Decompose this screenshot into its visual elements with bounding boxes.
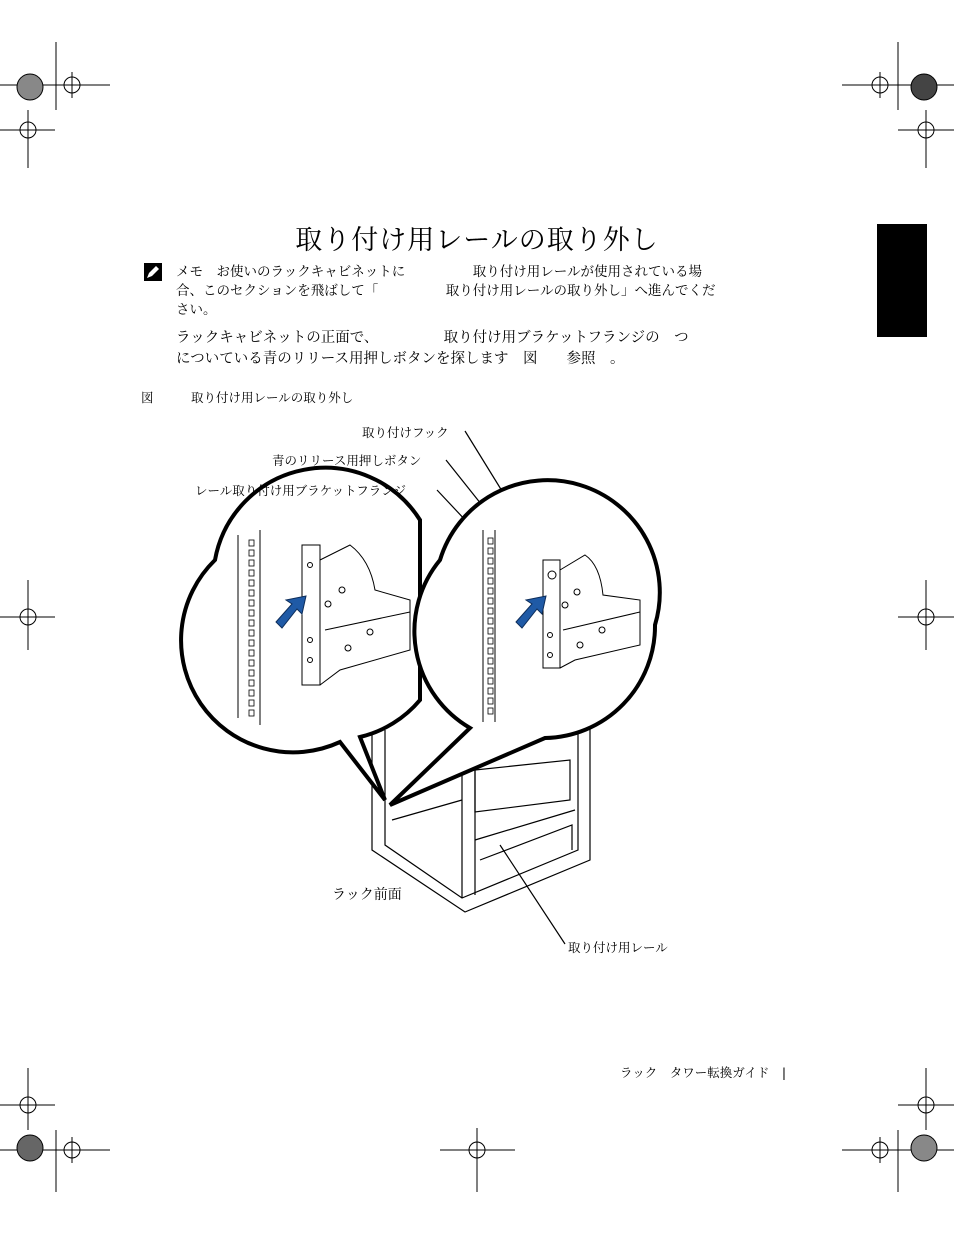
label-release-button: 青のリリース用押しボタン xyxy=(272,453,422,468)
page-title: 取り付け用レールの取り外し xyxy=(295,225,659,256)
note-text-line: メモ お使いのラックキャビネットに 取り付け用レールが使用されている場 xyxy=(176,264,702,280)
instruction-text-line: についている青のリリース用押しボタンを探します 図 参照 。 xyxy=(176,351,625,367)
instruction-text-line: ラックキャビネットの正面で、 取り付け用ブラケットフランジの つ xyxy=(176,330,689,346)
note-text-line: 合、このセクションを飛ばして「 取り付け用レールの取り外し」へ進んでくだ xyxy=(176,283,716,299)
figure-caption: 図 取り付け用レールの取り外し xyxy=(141,390,354,405)
note-text-line: さい。 xyxy=(176,302,217,318)
label-mounting-hook: 取り付けフック xyxy=(362,425,449,440)
label-bracket-flange: レール取り付け用ブラケットフランジ xyxy=(195,483,406,498)
label-mounting-rail: 取り付け用レール xyxy=(568,940,668,955)
page-footer: ラック タワー転換ガイド | xyxy=(620,1065,787,1080)
label-rack-front: ラック前面 xyxy=(332,887,402,903)
